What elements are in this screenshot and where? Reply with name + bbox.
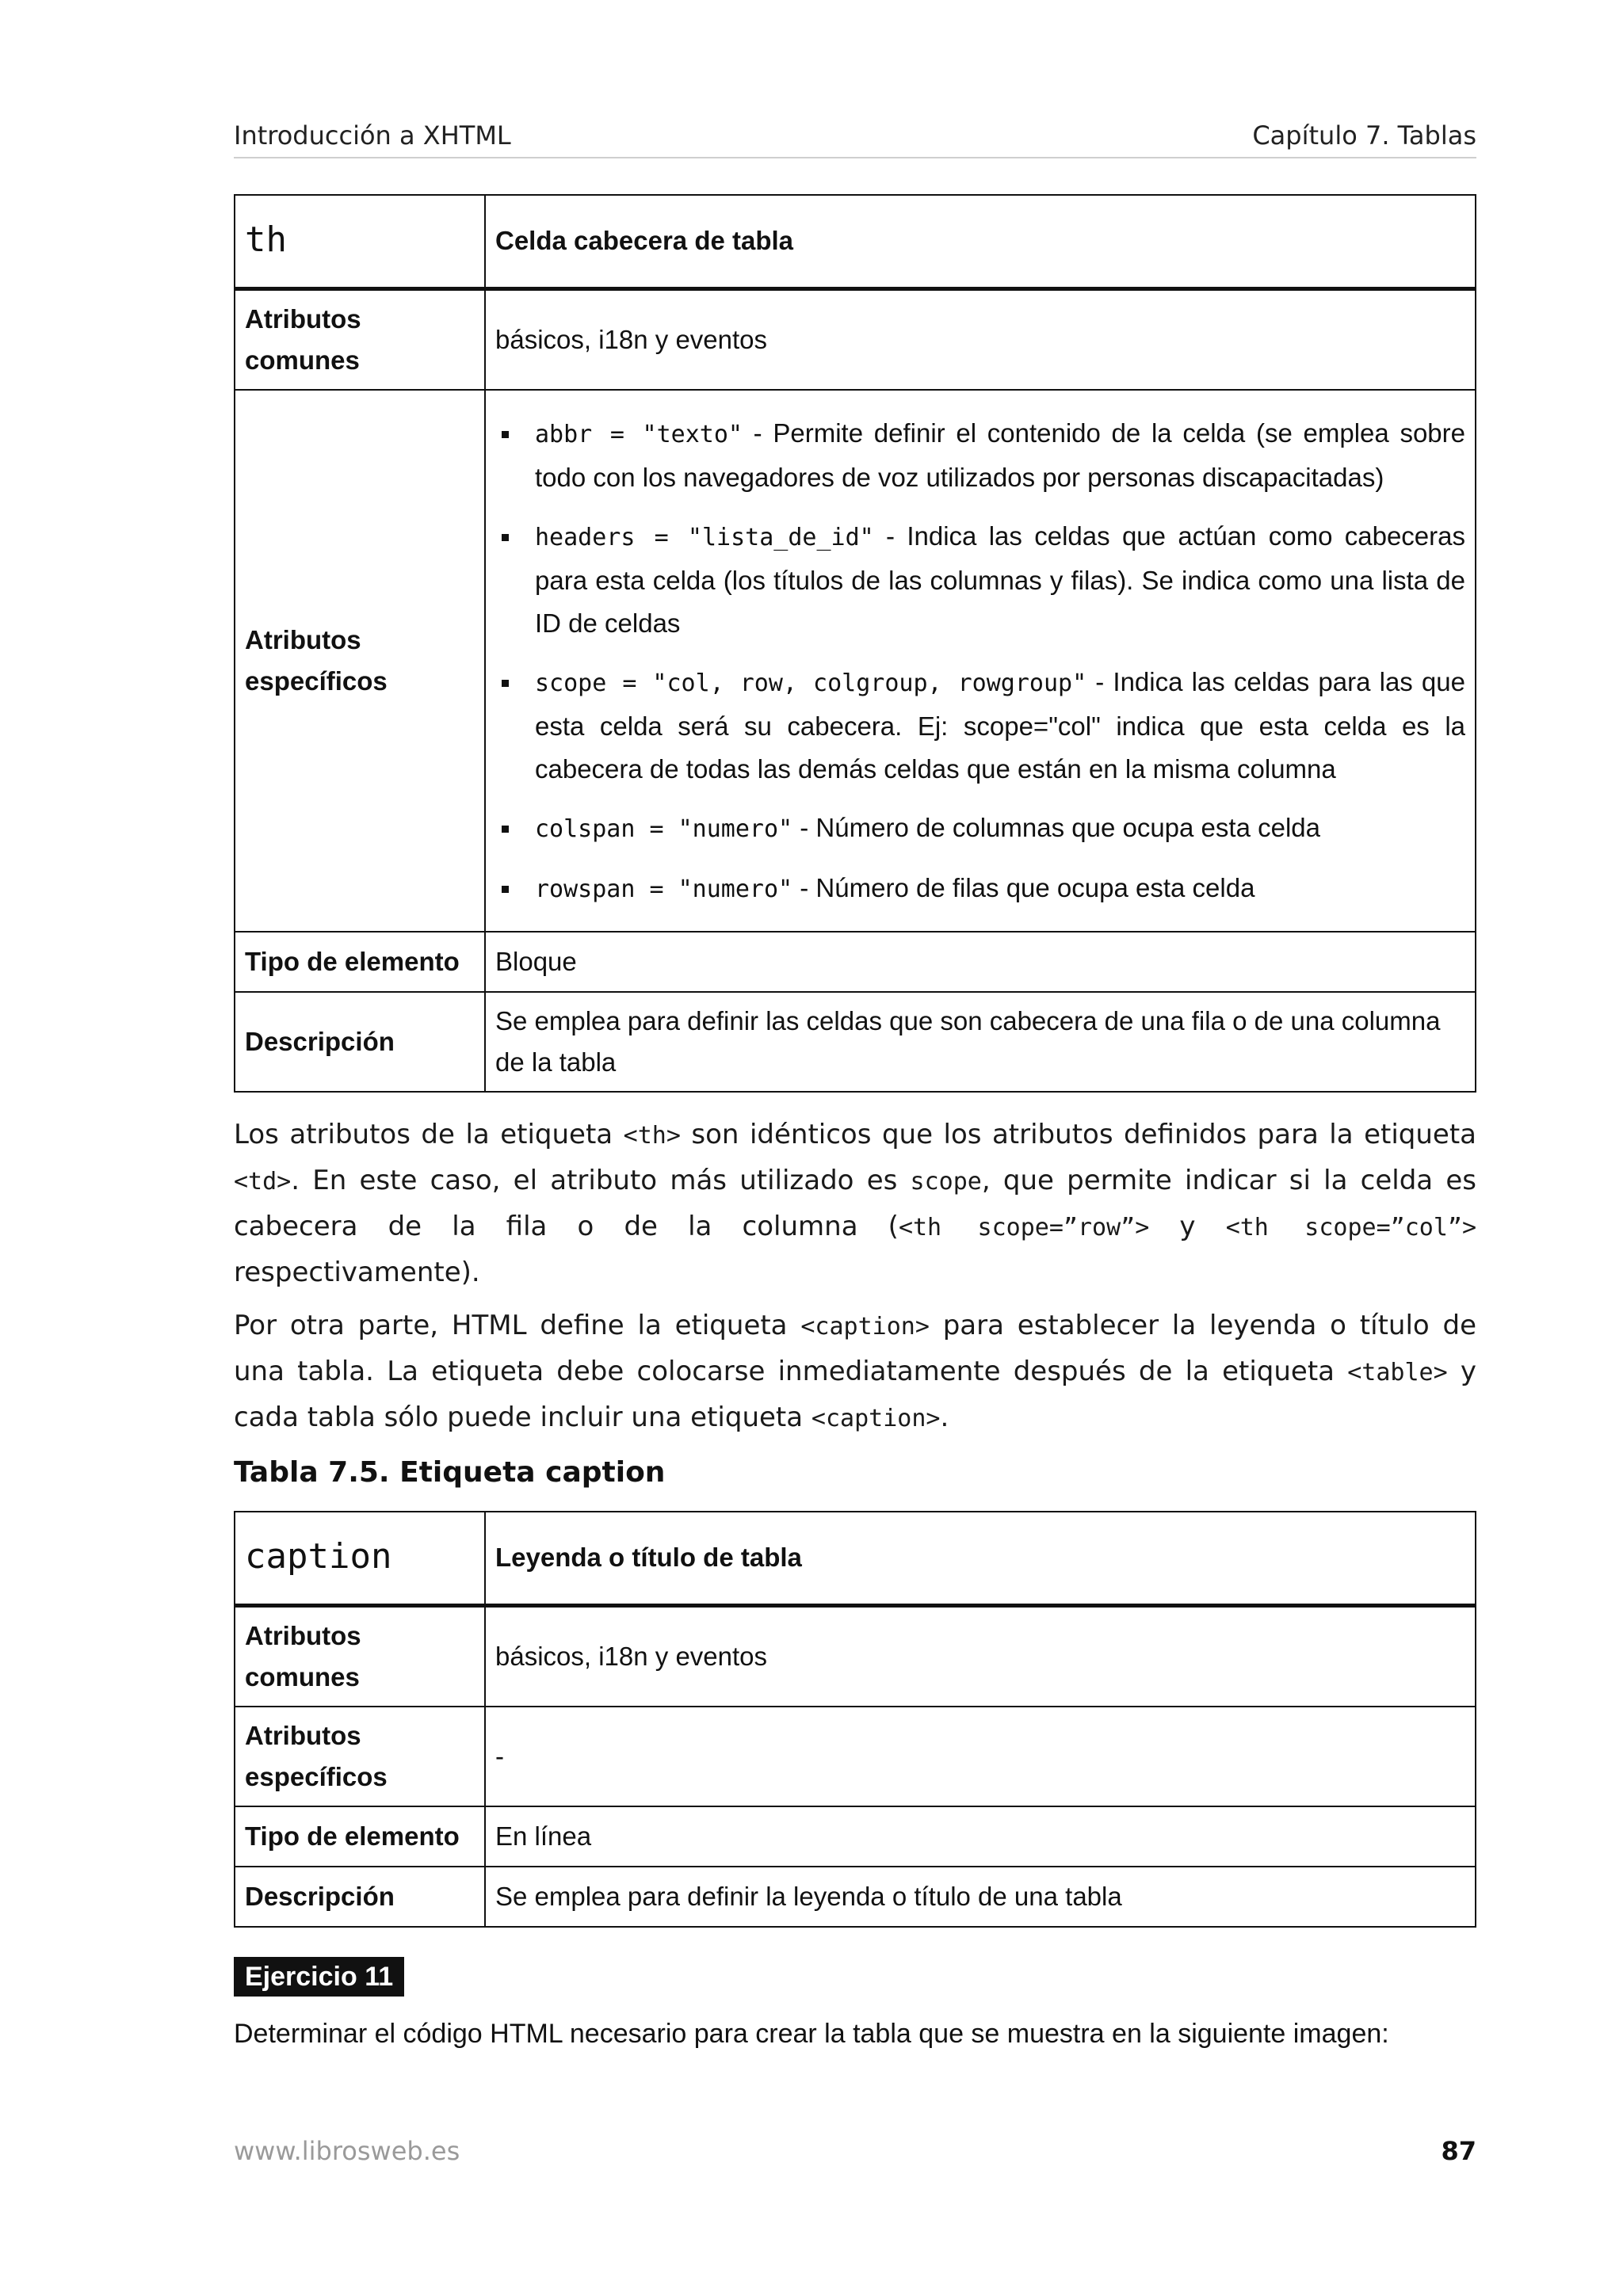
attr-text: - Número de columnas que ocupa esta celda [792,813,1320,842]
paragraph-caption-intro [234,1303,1476,1441]
table-row [235,992,1476,1092]
page-number: 87 [1441,2136,1476,2166]
text-run: Los atributos de la etiqueta [234,1119,624,1150]
common-attrs-label: Atributos comunes [235,288,485,390]
attr-text: - Número de filas que ocupa esta celda [792,873,1255,902]
attr-code: scope = "col, row, colgroup, rowgroup" [535,669,1087,697]
inline-code: <caption> [811,1405,941,1432]
specific-attrs-label: Atributos específicos [235,390,485,932]
book-title: Introducción a XHTML [234,120,511,151]
element-type-label: Tipo de elemento [235,932,485,992]
description-value: Se emplea para definir la leyenda o título de una tabla [485,1867,1476,1927]
text-line [234,1112,1476,1158]
description-value: Se emplea para definir las celdas que son cabecera de una fila o de una columna de la tabla [485,992,1476,1092]
tag-description: Celda cabecera de tabla [485,195,1476,288]
list-item [495,515,1465,645]
attr-code: rowspan = "numero" [535,875,793,903]
exercise-badge: Ejercicio 11 [234,1957,404,1997]
list-item [495,412,1465,499]
tag-name-cell [235,195,485,288]
table-row [235,932,1476,992]
text-run: y [1149,1211,1226,1242]
specific-attrs-label: Atributos específicos [235,1707,485,1806]
attr-text: - Indica las celdas para las que esta celda será su cabecera. Ej: scope="col" indica que esta celda es la cabecera de todas las demás celdas que están en la misma columna [535,667,1465,784]
exercise-text: Determinar el código HTML necesario para crear la tabla que se muestra en la siguiente imagen: [234,2019,1389,2049]
specific-attrs-list [495,401,1465,921]
chapter-title: Capítulo 7. Tablas [1252,120,1476,151]
text-line [234,1349,1476,1395]
text-run: . En este caso, el atributo más utilizado es [291,1165,911,1196]
text-run: para establecer la leyenda o título de [929,1310,1477,1341]
text-line [234,1158,1476,1204]
common-attrs-value: básicos, i18n y eventos [485,288,1476,390]
attr-code: colspan = "numero" [535,815,793,843]
common-attrs-value: básicos, i18n y eventos [485,1605,1476,1707]
text-line [234,1204,1476,1250]
text-run: . [940,1402,949,1433]
list-item [495,661,1465,791]
table-row [235,1867,1476,1927]
tag-description: Leyenda o título de tabla [485,1512,1476,1605]
text-line [234,1303,1476,1349]
text-run: y [1447,1356,1476,1387]
paragraph-th-attributes [234,1112,1476,1295]
running-header [234,119,1476,158]
element-type-label: Tipo de elemento [235,1806,485,1867]
text-run: , que permite indicar si la celda es [981,1165,1476,1196]
text-run: Por otra parte, HTML define la etiqueta [234,1310,801,1341]
th-reference-table [234,194,1476,1093]
element-type-value: Bloque [485,932,1476,992]
caption-reference-table [234,1511,1476,1928]
element-type-value: En línea [485,1806,1476,1867]
list-item [495,807,1465,851]
table-row [235,390,1476,932]
description-label: Descripción [235,992,485,1092]
footer-site-link[interactable]: www.librosweb.es [234,2136,460,2166]
attr-code: headers = "lista_de_id" [535,524,874,551]
tag-name: th [245,219,287,260]
inline-code: scope [910,1168,982,1196]
attr-text: - Permite definir el contenido de la celda (se emplea sobre todo con los navegadores de voz utilizados por personas discapacitadas) [535,418,1466,492]
inline-code: <td> [234,1168,292,1196]
inline-code: <th scope=”row”> [898,1214,1150,1241]
text-run: una tabla. La etiqueta debe colocarse inmediatamente después de la etiqueta [234,1356,1348,1387]
attr-text: - Indica las celdas que actúan como cabeceras para esta celda (los títulos de las columnas y filas). Se indica como una lista de ID de celdas [535,521,1465,638]
table-caption-title: Tabla 7.5. Etiqueta caption [234,1456,666,1489]
inline-code: <th scope=”col”> [1225,1214,1477,1241]
text-line [234,1395,1476,1441]
table-row [235,1605,1476,1707]
table-row [235,288,1476,390]
text-run: cada tabla sólo puede incluir una etiqueta [234,1402,812,1433]
table-row [235,1512,1476,1605]
description-label: Descripción [235,1867,485,1927]
text-run: cabecera de la fila o de la columna ( [234,1211,899,1242]
inline-code: <table> [1347,1359,1448,1386]
table-row [235,1707,1476,1806]
specific-attrs-value: - [485,1707,1476,1806]
text-line: respectivamente). [234,1257,480,1288]
specific-attrs-cell [485,390,1476,932]
tag-name-cell [235,1512,485,1605]
table-row [235,195,1476,288]
inline-code: <th> [623,1122,681,1150]
common-attrs-label: Atributos comunes [235,1605,485,1707]
text-run: son idénticos que los atributos definidos para la etiqueta [680,1119,1476,1150]
inline-code: <caption> [800,1313,930,1341]
list-item [495,867,1465,911]
table-row [235,1806,1476,1867]
attr-code: abbr = "texto" [535,421,743,448]
tag-name: caption [245,1535,392,1577]
